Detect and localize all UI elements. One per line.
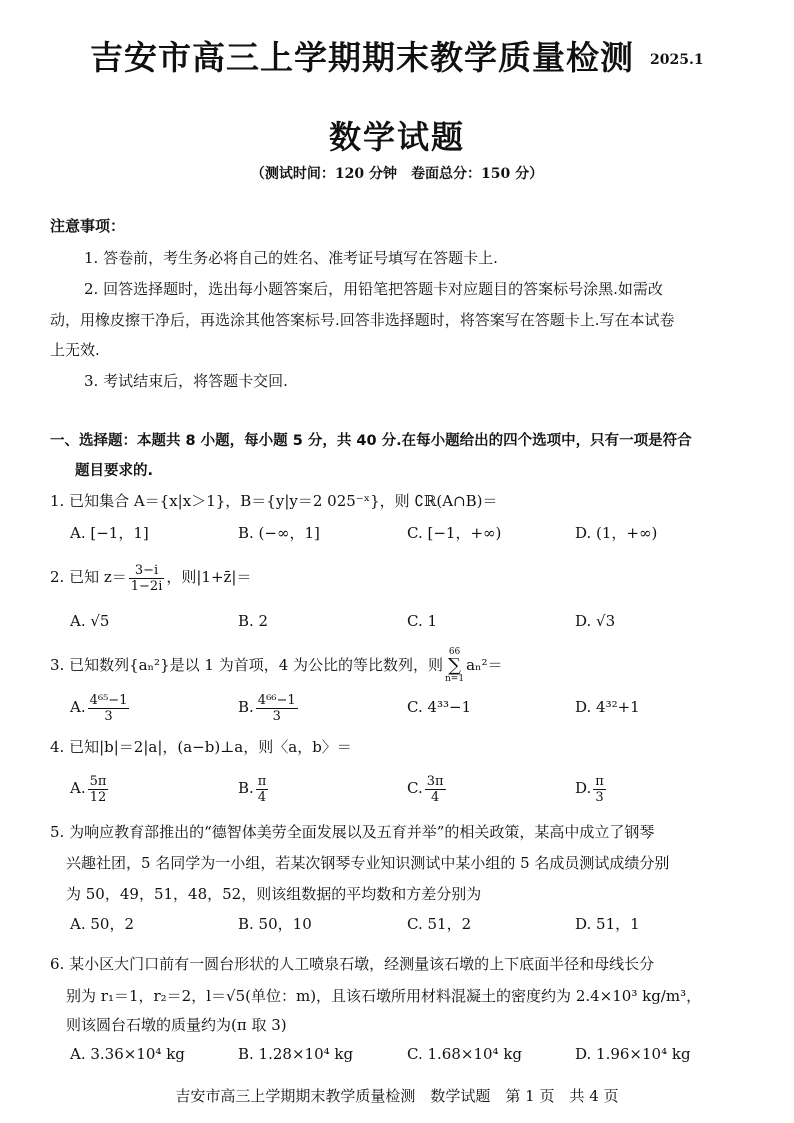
q4-option-d-label: D. [575, 779, 592, 797]
q5-option-c: C. 51，2 [407, 915, 472, 933]
q3-option-a-num: 4⁶⁵−1 [89, 692, 128, 708]
q4-option-c-den: 4 [430, 789, 440, 805]
q6-option-b: B. 1.28×10⁴ kg [238, 1045, 354, 1063]
q3-sum-top: 66 [448, 647, 461, 657]
q2-fraction [129, 563, 165, 594]
q4-option-d [575, 771, 608, 805]
q5-line-2: 兴趣社团，5 名同学为一小组，若某次钢琴专业知识测试中某小组的 5 名成员测试成绩分别 [66, 854, 670, 872]
q6-option-c: C. 1.68×10⁴ kg [407, 1045, 523, 1063]
q3-option-b-num: 4⁶⁶−1 [257, 692, 296, 708]
q4-option-b [238, 771, 270, 805]
q3-option-b [238, 690, 300, 724]
q2-stem-post: ，则|1+z̄|＝ [166, 568, 252, 586]
q3-option-a-label: A. [70, 698, 86, 716]
q4-stem: 4. 已知|b|＝2|a|，(a−b)⊥a，则〈a，b〉＝ [50, 738, 352, 756]
q2-option-a: A. √5 [70, 612, 110, 630]
q3-option-d: D. 4³²+1 [575, 698, 640, 716]
notice-item-2-line-2: 动，用橡皮擦干净后，再选涂其他答案标号.回答非选择题时，将答案写在答题卡上.写在本试卷 [50, 311, 675, 329]
q4-option-a [70, 771, 110, 805]
q2-option-d: D. √3 [575, 612, 616, 630]
q5-option-d: D. 51，1 [575, 915, 640, 933]
q5-option-b: B. 50，10 [238, 915, 312, 933]
q4-option-d-num: π [595, 773, 604, 789]
q6-option-a: A. 3.36×10⁴ kg [70, 1045, 185, 1063]
section-1-heading-cont: 题目要求的. [75, 463, 154, 479]
q1-option-a: A. [−1，1] [70, 524, 149, 542]
title-row [60, 30, 760, 80]
q2-stem [50, 560, 251, 594]
notice-item-1: 1. 答卷前，考生务必将自己的姓名、准考证号填写在答题卡上. [84, 249, 498, 267]
q4-option-a-frac [88, 774, 109, 805]
q4-option-b-frac [256, 774, 269, 805]
q3-option-b-den: 3 [272, 708, 281, 724]
q3-option-c: C. 4³³−1 [407, 698, 472, 716]
q4-option-a-den: 12 [89, 789, 107, 805]
q2-fraction-den: 1−2i [130, 578, 163, 594]
q2-fraction-num: 3−i [129, 563, 165, 579]
q4-option-b-den: 4 [257, 789, 267, 805]
q3-sum-symbol: ∑ [448, 655, 461, 676]
exam-date: 2025.1 [650, 52, 704, 68]
notice-item-2-line-1: 2. 回答选择题时，选出每小题答案后，用铅笔把答题卡对应题目的答案标号涂黑.如需改 [84, 280, 663, 298]
q3-option-b-label: B. [238, 698, 254, 716]
q4-option-c [407, 771, 448, 805]
q4-option-d-frac [593, 774, 606, 805]
q1-option-c: C. [−1，+∞) [407, 524, 502, 542]
q6-line-1: 6. 某小区大门口前有一圆台形状的人工喷泉石墩，经测量该石墩的上下底面半径和母线长分 [50, 955, 655, 973]
q4-option-c-frac [425, 774, 446, 805]
q5-option-a: A. 50，2 [70, 915, 134, 933]
q6-option-d: D. 1.96×10⁴ kg [575, 1045, 691, 1063]
section-1-heading: 一、选择题：本题共 8 小题，每小题 5 分，共 40 分.在每小题给出的四个选项中，只有一项是符合 [50, 433, 692, 449]
q4-option-a-label: A. [70, 779, 86, 797]
q4-option-a-num: 5π [89, 773, 107, 789]
q3-stem-pre: 3. 已知数列{aₙ²}是以 1 为首项，4 为公比的等比数列，则 [50, 656, 444, 674]
subject-title: 数学试题 [328, 118, 465, 156]
q3-sum-bottom: n=1 [445, 674, 465, 684]
q3-option-b-frac [256, 693, 298, 724]
q2-option-b: B. 2 [238, 612, 269, 630]
q1-stem: 1. 已知集合 A＝{x|x＞1}，B＝{y|y＝2 025⁻ˣ}，则 ∁ℝ(A∩B)＝ [50, 492, 498, 510]
q2-option-c: C. 1 [407, 612, 438, 630]
notice-title: 注意事项： [50, 217, 126, 235]
q1-option-d: D. (1，+∞) [575, 524, 658, 542]
q3-stem-post: aₙ²＝ [466, 656, 503, 674]
q3-option-a [70, 690, 131, 724]
q1-option-b: B. (−∞，1] [238, 524, 320, 542]
q3-stem [50, 647, 503, 684]
q4-option-c-label: C. [407, 779, 423, 797]
q5-line-3: 为 50，49，51，48，52，则该组数据的平均数和方差分别为 [66, 885, 482, 903]
notice-item-2-line-3: 上无效. [50, 341, 100, 359]
q3-option-a-den: 3 [104, 708, 113, 724]
q2-stem-pre: 2. 已知 z＝ [50, 568, 127, 586]
notice-item-3: 3. 考试结束后，将答题卡交回. [84, 372, 288, 390]
q4-option-d-den: 3 [595, 789, 604, 805]
q3-summation [445, 648, 464, 684]
q4-option-b-label: B. [238, 779, 254, 797]
exam-meta: （测试时间：120 分钟 卷面总分：150 分） [250, 166, 544, 182]
exam-title: 吉安市高三上学期期末教学质量检测 [90, 38, 634, 77]
q6-line-3: 则该圆台石墩的质量约为(π 取 3) [66, 1016, 287, 1034]
q5-line-1: 5. 为响应教育部推出的“德智体美劳全面发展以及五育并举”的相关政策，某高中成立了钢琴 [50, 823, 655, 841]
q6-line-2: 别为 r₁＝1，r₂＝2，l＝√5(单位：m)，且该石墩所用材料混凝土的密度约为 2.4×10³ kg/m³， [66, 987, 702, 1005]
q4-option-b-num: π [257, 773, 267, 789]
q3-option-a-frac [88, 693, 130, 724]
q4-option-c-num: 3π [426, 773, 444, 789]
page-footer: 吉安市高三上学期期末教学质量检测 数学试题 第 1 页 共 4 页 [175, 1087, 619, 1105]
